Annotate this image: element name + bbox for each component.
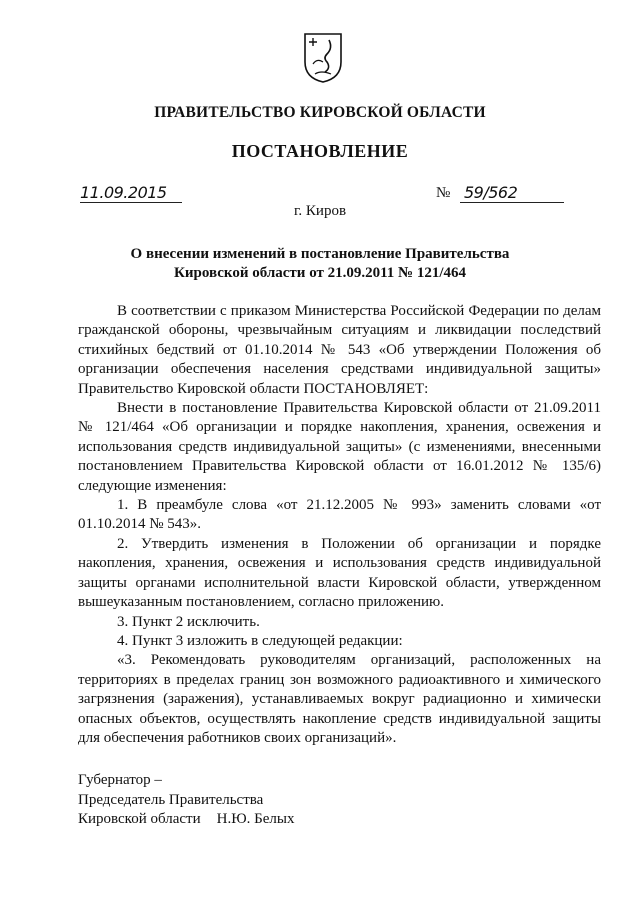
paragraph-preamble: В соответствии с приказом Министерства Российской Федерации по делам гражданской обороны, чрезвычайным ситуациям и ликвидации последствий стихийных бедствий от 01.10.2014 № 543 «Об утверждении Положения об организации обеспечения населения средствами индивидуальной защиты» Правительство Кировской области ПОСТАНОВЛЯЕТ:: [78, 303, 601, 397]
signature-region: Кировской области: [78, 811, 201, 827]
signatory-name: Н.Ю. Белых: [216, 811, 295, 827]
signature-title-2: Председатель Правительства: [78, 791, 264, 808]
document-body: [78, 302, 601, 748]
coat-of-arms-icon: [303, 32, 343, 84]
paragraph-item-3: 3. Пункт 2 исключить.: [117, 613, 260, 630]
paragraph-item-1: 1. В преамбуле слова «от 21.12.2005 № 993» заменить словами «от 01.10.2014 № 543».: [78, 497, 601, 533]
number-label: №: [436, 185, 451, 201]
city: г. Киров: [293, 203, 347, 219]
subject-line-2: Кировской области от 21.09.2011 № 121/464: [173, 265, 467, 281]
document-type: ПОСТАНОВЛЕНИЕ: [231, 141, 409, 161]
paragraph-item-2: 2. Утвердить изменения в Положении об организации и порядке накопления, хранения, освежения и использования средств индивидуальной защиты органами исполнительной власти Кировской области, утвержденном вышеуказанным постановлением, согласно приложению.: [78, 535, 601, 611]
government-title: ПРАВИТЕЛЬСТВО КИРОВСКОЙ ОБЛАСТИ: [154, 104, 486, 121]
document-subject: [130, 245, 510, 283]
document-date: 11.09.2015: [80, 184, 182, 203]
paragraph-new-item-3: «3. Рекомендовать руководителям организаций, расположенных на территориях в пределах границ зон возможного радиоактивного и химического загрязнения (заражения), устанавливаемых вокруг радиационно и химически опасных объектов, осуществлять накопление средств индивидуальной защиты для обеспечения работников своих организаций».: [78, 652, 601, 746]
signature-block: [78, 771, 294, 830]
paragraph-amend-intro: Внести в постановление Правительства Кировской области от 21.09.2011 № 121/464 «Об организации и порядке накопления, хранения, освежения и использования средств индивидуальной защиты» (с изменениями, внесенными постановлением Правительства Кировской области от 16.01.2012 № 135/6) следующие изменения:: [78, 400, 601, 494]
subject-line-1: О внесении изменений в постановление Правительства: [130, 246, 510, 262]
signature-title-3: [78, 810, 294, 830]
signature-title-1: Губернатор –: [78, 772, 162, 788]
document-number: 59/562: [460, 184, 564, 203]
paragraph-item-4: 4. Пункт 3 изложить в следующей редакции:: [117, 632, 403, 649]
